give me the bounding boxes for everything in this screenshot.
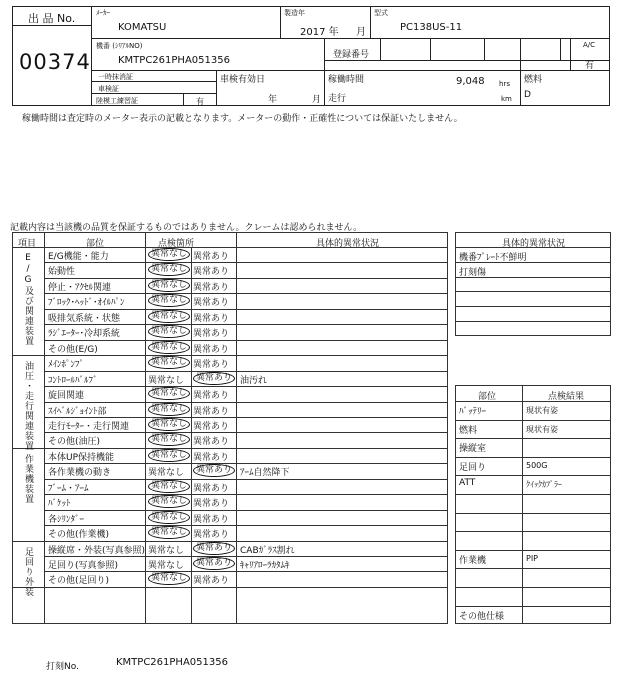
part-label: 旋回関連 <box>48 391 85 402</box>
row-line <box>455 587 611 588</box>
group-line <box>12 541 448 542</box>
row-line <box>44 371 448 372</box>
disclaimer: 記載内容は当該機の品質を保証するものではありません。クレームは認められません。 <box>10 223 363 233</box>
abnormal-option[interactable]: 異常あり <box>193 499 230 510</box>
abnormal-option[interactable]: 異常あり <box>193 329 230 340</box>
part-label: E/G機能・能力 <box>48 252 109 262</box>
row-line <box>455 438 611 439</box>
hrs-unit: hrs <box>499 80 510 88</box>
h-check: 点検箇所 <box>158 239 195 249</box>
part-label: ｽｲﾍﾞﾙｼﾞｮｲﾝﾄ部 <box>48 406 107 417</box>
normal-option[interactable]: 異常なし <box>148 511 190 524</box>
abnormal-option[interactable]: 異常あり <box>193 530 230 541</box>
part-label: 停止・ｱｸｾﾙ関連 <box>48 282 112 293</box>
footer-label: 打刻No. <box>46 662 79 672</box>
normal-option[interactable]: 異常なし <box>148 561 185 571</box>
part-label: ﾌﾞﾛｯｸ･ﾍｯﾄﾞ･ｵｲﾙﾊﾟﾝ <box>48 298 125 309</box>
part-label: 各ｼﾘﾝﾀﾞｰ <box>48 514 85 525</box>
part-label: 始動性 <box>48 267 76 278</box>
normal-option[interactable]: 異常なし <box>148 545 185 556</box>
travel-label: 走行 <box>328 94 347 104</box>
model-label: 型式 <box>374 9 388 17</box>
row-line <box>455 401 611 402</box>
month-unit: 月 <box>312 95 322 105</box>
group-label: 足回り外装 <box>23 546 33 597</box>
maker-value: KOMATSU <box>118 22 167 33</box>
normal-option[interactable]: 異常なし <box>148 356 190 369</box>
detail-text: 油汚れ <box>240 375 268 386</box>
right2-result: 現状有姿 <box>526 424 558 434</box>
detail-text: ｷｬﾘｱﾛｰﾗｶﾀﾑｷ <box>240 561 290 571</box>
row-line <box>455 262 611 263</box>
row-line <box>44 417 448 418</box>
row-line <box>455 457 611 458</box>
km-unit: km <box>501 95 512 103</box>
row-line <box>44 324 448 325</box>
abnormal-option[interactable]: 異常あり <box>193 437 230 448</box>
row-line <box>455 531 611 532</box>
abnormal-option[interactable]: 異常あり <box>193 282 230 293</box>
right2-result: PIP <box>526 553 539 563</box>
abnormal-option[interactable]: 異常あり <box>193 406 230 417</box>
normal-option[interactable]: 異常なし <box>148 495 190 508</box>
normal-option[interactable]: 異常なし <box>148 279 190 292</box>
normal-option[interactable]: 異常なし <box>148 433 190 446</box>
normal-option[interactable]: 異常なし <box>148 310 190 323</box>
right1-row-text: 機番ﾌﾟﾚｰﾄ不鮮明 <box>459 253 527 263</box>
row-line <box>455 420 611 421</box>
normal-option[interactable]: 異常なし <box>148 325 190 338</box>
right2-part: ﾊﾞｯﾃﾘｰ <box>459 407 487 417</box>
right2-result: 現状有姿 <box>526 406 558 415</box>
serial-label: 機番 (ｼﾘｱﾙNO) <box>96 42 143 50</box>
right1-row-text: 打刻傷 <box>459 267 487 278</box>
temp-cert-label: 一時抹消証 <box>98 73 133 81</box>
right2-h-part: 部位 <box>478 392 497 402</box>
row-line <box>455 321 611 322</box>
row-line <box>44 432 448 433</box>
abnormal-option[interactable]: 異常あり <box>193 298 230 309</box>
part-label: 吸排気系統・状態 <box>48 313 121 324</box>
part-label: その他(E/G) <box>48 344 98 355</box>
part-label: その他(足回り) <box>48 576 110 587</box>
row-line <box>455 513 611 514</box>
part-label: 走行ﾓｰﾀｰ・走行関連 <box>48 421 130 432</box>
normal-option[interactable]: 異常なし <box>148 418 190 431</box>
normal-option[interactable]: 異常なし <box>148 449 190 462</box>
group-line <box>12 355 448 356</box>
abnormal-option[interactable]: 異常あり <box>193 252 230 262</box>
normal-option[interactable]: 異常なし <box>148 403 190 416</box>
reg-label: 登録番号 <box>333 50 370 60</box>
footer-value: KMTPC261PHA051356 <box>116 657 228 668</box>
fuel-label: 燃料 <box>524 75 543 85</box>
abnormal-option[interactable]: 異常あり <box>193 313 230 324</box>
hours-value: 9,048 <box>456 76 485 87</box>
row-line <box>455 291 611 292</box>
abnormal-option[interactable]: 異常あり <box>193 452 230 463</box>
ryukou-label: 陸模工練習証 <box>96 97 138 105</box>
group-label: 作業機装置 <box>23 453 33 504</box>
ac-label: A/C <box>583 41 596 49</box>
right2-part: 作業機 <box>459 555 487 566</box>
right2-part: その他仕様 <box>459 611 505 622</box>
h-part: 部位 <box>86 239 105 249</box>
year-label: 製造年 <box>284 9 305 17</box>
group-line <box>12 448 448 449</box>
normal-option[interactable]: 異常なし <box>148 468 185 479</box>
row-line <box>455 475 611 476</box>
abnormal-option[interactable]: 異常あり <box>193 360 230 371</box>
part-label: ﾌﾞｰﾑ・ｱｰﾑ <box>48 483 89 494</box>
group-label: 油圧・走行関連装置 <box>23 361 33 452</box>
model-value: PC138US-11 <box>400 22 463 33</box>
part-label: 操縦席・外装(写真参照) <box>48 545 146 556</box>
year-value: 2017 年 <box>300 27 339 38</box>
group-line <box>12 587 448 588</box>
normal-option[interactable]: 異常なし <box>148 341 190 354</box>
abnormal-option[interactable]: 異常あり <box>193 344 230 355</box>
right2-result: 500G <box>526 460 548 470</box>
part-label: ﾊﾞｹｯﾄ <box>48 499 71 510</box>
part-label: その他(油圧) <box>48 437 101 448</box>
part-label: ﾗｼﾞｴｰﾀｰ･冷却系統 <box>48 329 121 340</box>
row-line <box>44 479 448 480</box>
row-line <box>455 550 611 551</box>
abnormal-option[interactable]: 異常あり <box>193 391 230 402</box>
normal-option[interactable]: 異常なし <box>148 387 190 400</box>
abnormal-option[interactable]: 異常あり <box>193 483 230 494</box>
detail-text: ｱｰﾑ自然降下 <box>240 468 290 479</box>
abnormal-option[interactable]: 異常あり <box>193 542 235 555</box>
right2-h-result: 点検結果 <box>548 392 585 402</box>
shaken-exp-label: 車検有効日 <box>220 75 266 85</box>
hours-note: 稼働時間は査定時のメーター表示の記載となります。メーターの動作・正確性については保証いたしません。 <box>22 114 463 124</box>
right2-part: 足回り <box>459 462 487 473</box>
right1-header: 具体的異常状況 <box>502 239 566 249</box>
row-line <box>44 571 448 572</box>
normal-option[interactable]: 異常なし <box>148 480 190 493</box>
ryukou-value: 有 <box>196 97 204 106</box>
abnormal-option[interactable]: 異常あり <box>193 267 230 278</box>
shaken-cert-label: 車検証 <box>98 85 119 93</box>
row-line <box>44 309 448 310</box>
row-line <box>44 510 448 511</box>
row-line <box>44 278 448 279</box>
ac-value: 有 <box>585 61 595 71</box>
row-line <box>44 556 448 557</box>
row-line <box>455 568 611 569</box>
fuel-value: D <box>524 90 531 100</box>
row-line <box>44 463 448 464</box>
shupin-label: 出 品 No. <box>28 12 76 25</box>
normal-option[interactable]: 異常なし <box>148 375 185 386</box>
row-line <box>44 494 448 495</box>
maker-label: ﾒｰｶｰ <box>96 9 110 17</box>
shupin-number: 00374 <box>19 50 91 74</box>
right2-part: 操縦室 <box>459 444 487 455</box>
right2-result: ｸｲｯｸｶﾌﾟﾗｰ <box>526 480 562 490</box>
row-line <box>44 525 448 526</box>
row-line <box>44 293 448 294</box>
abnormal-option[interactable]: 異常あり <box>193 514 230 525</box>
normal-option[interactable]: 異常なし <box>148 248 190 261</box>
abnormal-option[interactable]: 異常あり <box>193 372 235 385</box>
row-line <box>455 606 611 607</box>
part-label: 本体UP保持機能 <box>48 452 115 463</box>
row-line <box>455 247 611 248</box>
serial-value: KMTPC261PHA051356 <box>118 55 230 66</box>
normal-option[interactable]: 異常なし <box>148 294 190 307</box>
row-line <box>44 340 448 341</box>
row-line <box>44 402 448 403</box>
abnormal-option[interactable]: 異常あり <box>193 576 230 587</box>
part-label: 各作業機の動き <box>48 468 112 479</box>
part-label: 足回り(写真参照) <box>48 561 119 571</box>
year-unit: 年 <box>268 95 278 105</box>
row-line <box>455 277 611 278</box>
row-line <box>455 494 611 495</box>
row-line <box>44 386 448 387</box>
abnormal-option[interactable]: 異常あり <box>193 421 230 432</box>
normal-option[interactable]: 異常なし <box>148 526 190 539</box>
part-label: ﾒｲﾝﾎﾟﾝﾌﾟ <box>48 360 85 371</box>
h-detail: 具体的異常状況 <box>316 239 380 249</box>
normal-option[interactable]: 異常なし <box>148 572 190 585</box>
detail-text: CABｶﾞﾗｽ割れ <box>240 545 295 556</box>
abnormal-option[interactable]: 異常あり <box>193 464 235 477</box>
abnormal-option[interactable]: 異常あり <box>193 557 235 570</box>
row-line <box>455 306 611 307</box>
month-label: 月 <box>356 27 366 38</box>
part-label: その他(作業機) <box>48 530 110 541</box>
group-label: E/G及び関連装置 <box>23 253 33 346</box>
right2-part: ATT <box>459 478 476 489</box>
hours-label: 稼働時間 <box>328 75 365 85</box>
row-line <box>44 262 448 263</box>
part-label: ｺﾝﾄﾛｰﾙﾊﾞﾙﾌﾞ <box>48 375 98 386</box>
right2-part: 燃料 <box>459 425 478 436</box>
normal-option[interactable]: 異常なし <box>148 263 190 276</box>
h-item: 項目 <box>18 239 37 249</box>
